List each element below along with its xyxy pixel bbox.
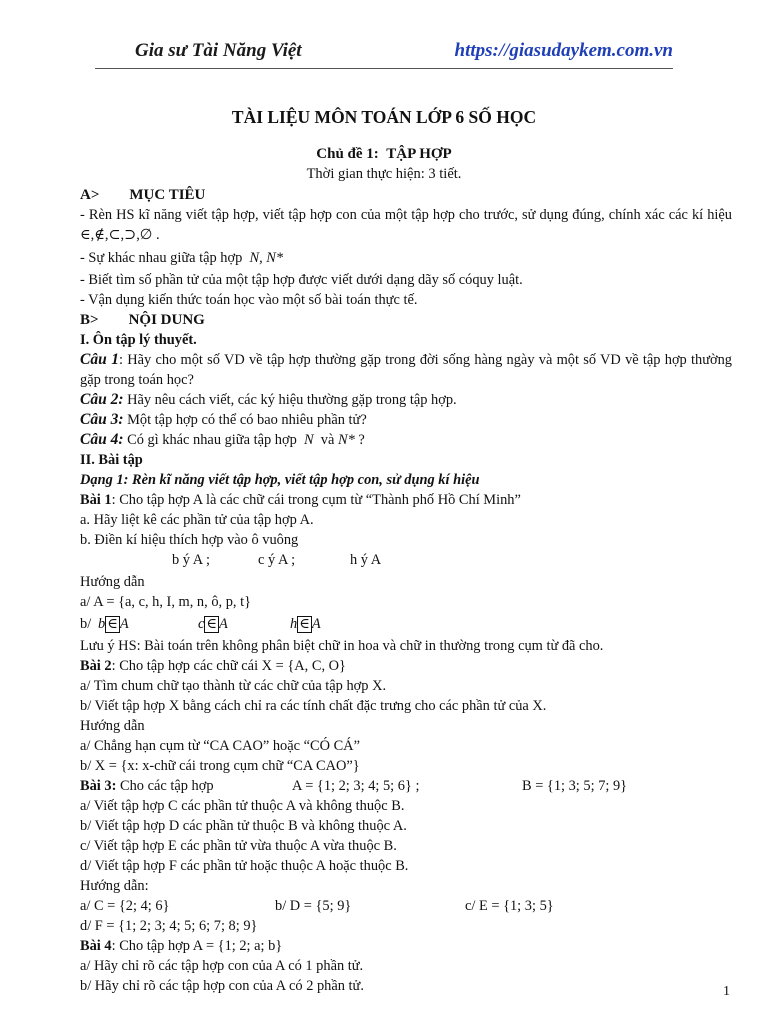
question-2: Câu 2: Hãy nêu cách viết, các ký hiệu thường gặp trong tập hợp. [80,391,457,408]
exercise-3-a: a/ Viết tập hợp C các phần tử thuộc A và không thuộc B. [80,798,405,814]
page-number: 1 [723,984,730,999]
exercise-1-fill-row: b ý A ; c ý A ; h ý A [172,552,382,568]
header-divider [95,68,673,69]
duration-text: Thời gian thực hiện: 3 tiết. [306,166,462,182]
objective-line: - Vận dụng kiến thức toán học vào một số bài toán thực tế. [80,292,418,308]
objective-line: - Rèn HS kĩ năng viết tập hợp, viết tập hợp con của một tập hợp cho trước, sử dụng đúng, chính xác các kí hiệu ∈,∉,⊂,⊃,∅ . [80,207,732,243]
question-4: Câu 4: Có gì khác nhau giữa tập hợp N và N* ? [80,431,365,448]
exercise-1: Bài 1: Cho tập hợp A là các chữ cái trong cụm từ “Thành phố Hồ Chí Minh” [80,492,521,508]
topic-heading [0,146,768,163]
element-of-box: ∈ [206,616,218,632]
topic-label: Chủ đề 1: [316,146,379,162]
element-of-box: ∈ [107,616,118,632]
exercise-3-d: d/ Viết tập hợp F các phần tử hoặc thuộc A hoặc thuộc B. [80,858,409,874]
math-sets: N, N* [249,250,284,266]
exercise-2-b: b/ Viết tập hợp X bằng cách chỉ ra các tính chất đặc trưng cho các phần tử của X. [80,698,547,714]
objective-line: - Sự khác nhau giữa tập hợp N, N* [80,250,284,266]
section-a-title: MỤC TIÊU [129,187,206,203]
section-b-heading [80,310,732,330]
element-of-box: ∈ [299,616,310,632]
dang-1-heading: Dạng 1: Rèn kĩ năng viết tập hợp, viết tập hợp con, sử dụng kí hiệu [80,472,480,488]
exercise-1-a: a. Hãy liệt kê các phần tử của tập hợp A. [80,512,314,528]
question-3: Câu 3: Một tập hợp có thể có bao nhiêu phần tử? [80,411,367,428]
exercises-heading: II. Bài tập [80,452,143,468]
exercise-3-b: b/ Viết tập hợp D các phần tử thuộc B và không thuộc A. [80,818,407,834]
document-title: TÀI LIỆU MÔN TOÁN LỚP 6 SỐ HỌC [231,107,537,127]
exercise-3-c: c/ Viết tập hợp E các phần tử vừa thuộc A vừa thuộc B. [80,838,397,854]
section-b-title: NỘI DUNG [128,312,205,328]
exercise-4-b: b/ Hãy chỉ rõ các tập hợp con của A có 2 phần tử. [80,978,364,994]
exercise-1-note: Lưu ý HS: Bài toán trên không phân biệt chữ in hoa và chữ in thường trong cụm từ đã cho. [80,638,604,654]
section-a-label: A> [80,187,100,203]
document-body [80,185,732,996]
exercise-2: Bài 2: Cho tập hợp các chữ cái X = {A, C, O} [80,658,346,674]
header-url-link[interactable]: https://giasudaykem.com.vn [454,40,673,61]
question-1: Câu 1: Hãy cho một số VD về tập hợp thường gặp trong đời sống hàng ngày và một số VD về tập hợp thường gặp trong toán học? [80,351,732,388]
exercise-3-answer-d: d/ F = {1; 2; 3; 4; 5; 6; 7; 8; 9} [80,918,258,934]
exercise-1-answer-b: b/ b ∈ A c ∈ A h ∈ A [80,616,321,632]
objective-line: - Biết tìm số phần tử của một tập hợp được viết dưới dạng dãy số cóquy luật. [80,272,523,288]
section-b-label: B> [80,312,99,328]
guide-label: Hướng dẫn [80,574,145,590]
exercise-3-answers: a/ C = {2; 4; 6} b/ D = {5; 9} c/ E = {1; 3; 5} [80,898,554,914]
exercise-2-answer-a: a/ Chẳng hạn cụm từ “CA CAO” hoặc “CÓ CÁ” [80,738,360,754]
header-site-name: Gia sư Tài Năng Việt [135,40,302,61]
exercise-1-answer-a: a/ A = {a, c, h, I, m, n, ô, p, t} [80,594,252,610]
theory-heading: I. Ôn tập lý thuyết. [80,332,197,348]
exercise-2-answer-b: b/ X = {x: x-chữ cái trong cụm chữ “CA CAO”} [80,758,360,774]
exercise-1-b: b. Điền kí hiệu thích hợp vào ô vuông [80,532,299,548]
exercise-2-a: a/ Tìm chum chữ tạo thành từ các chữ của tập hợp X. [80,678,387,694]
exercise-3: Bài 3: Cho các tập hợp A = {1; 2; 3; 4; 5; 6} ; B = {1; 3; 5; 7; 9} [80,778,628,794]
section-a-heading [80,185,732,205]
guide-label: Hướng dẫn: [80,878,149,894]
exercise-4-a: a/ Hãy chỉ rõ các tập hợp con của A có 1 phần tử. [80,958,364,974]
topic-name: TẬP HỢP [386,146,452,162]
guide-label: Hướng dẫn [80,718,145,734]
exercise-4: Bài 4: Cho tập hợp A = {1; 2; a; b} [80,938,283,954]
